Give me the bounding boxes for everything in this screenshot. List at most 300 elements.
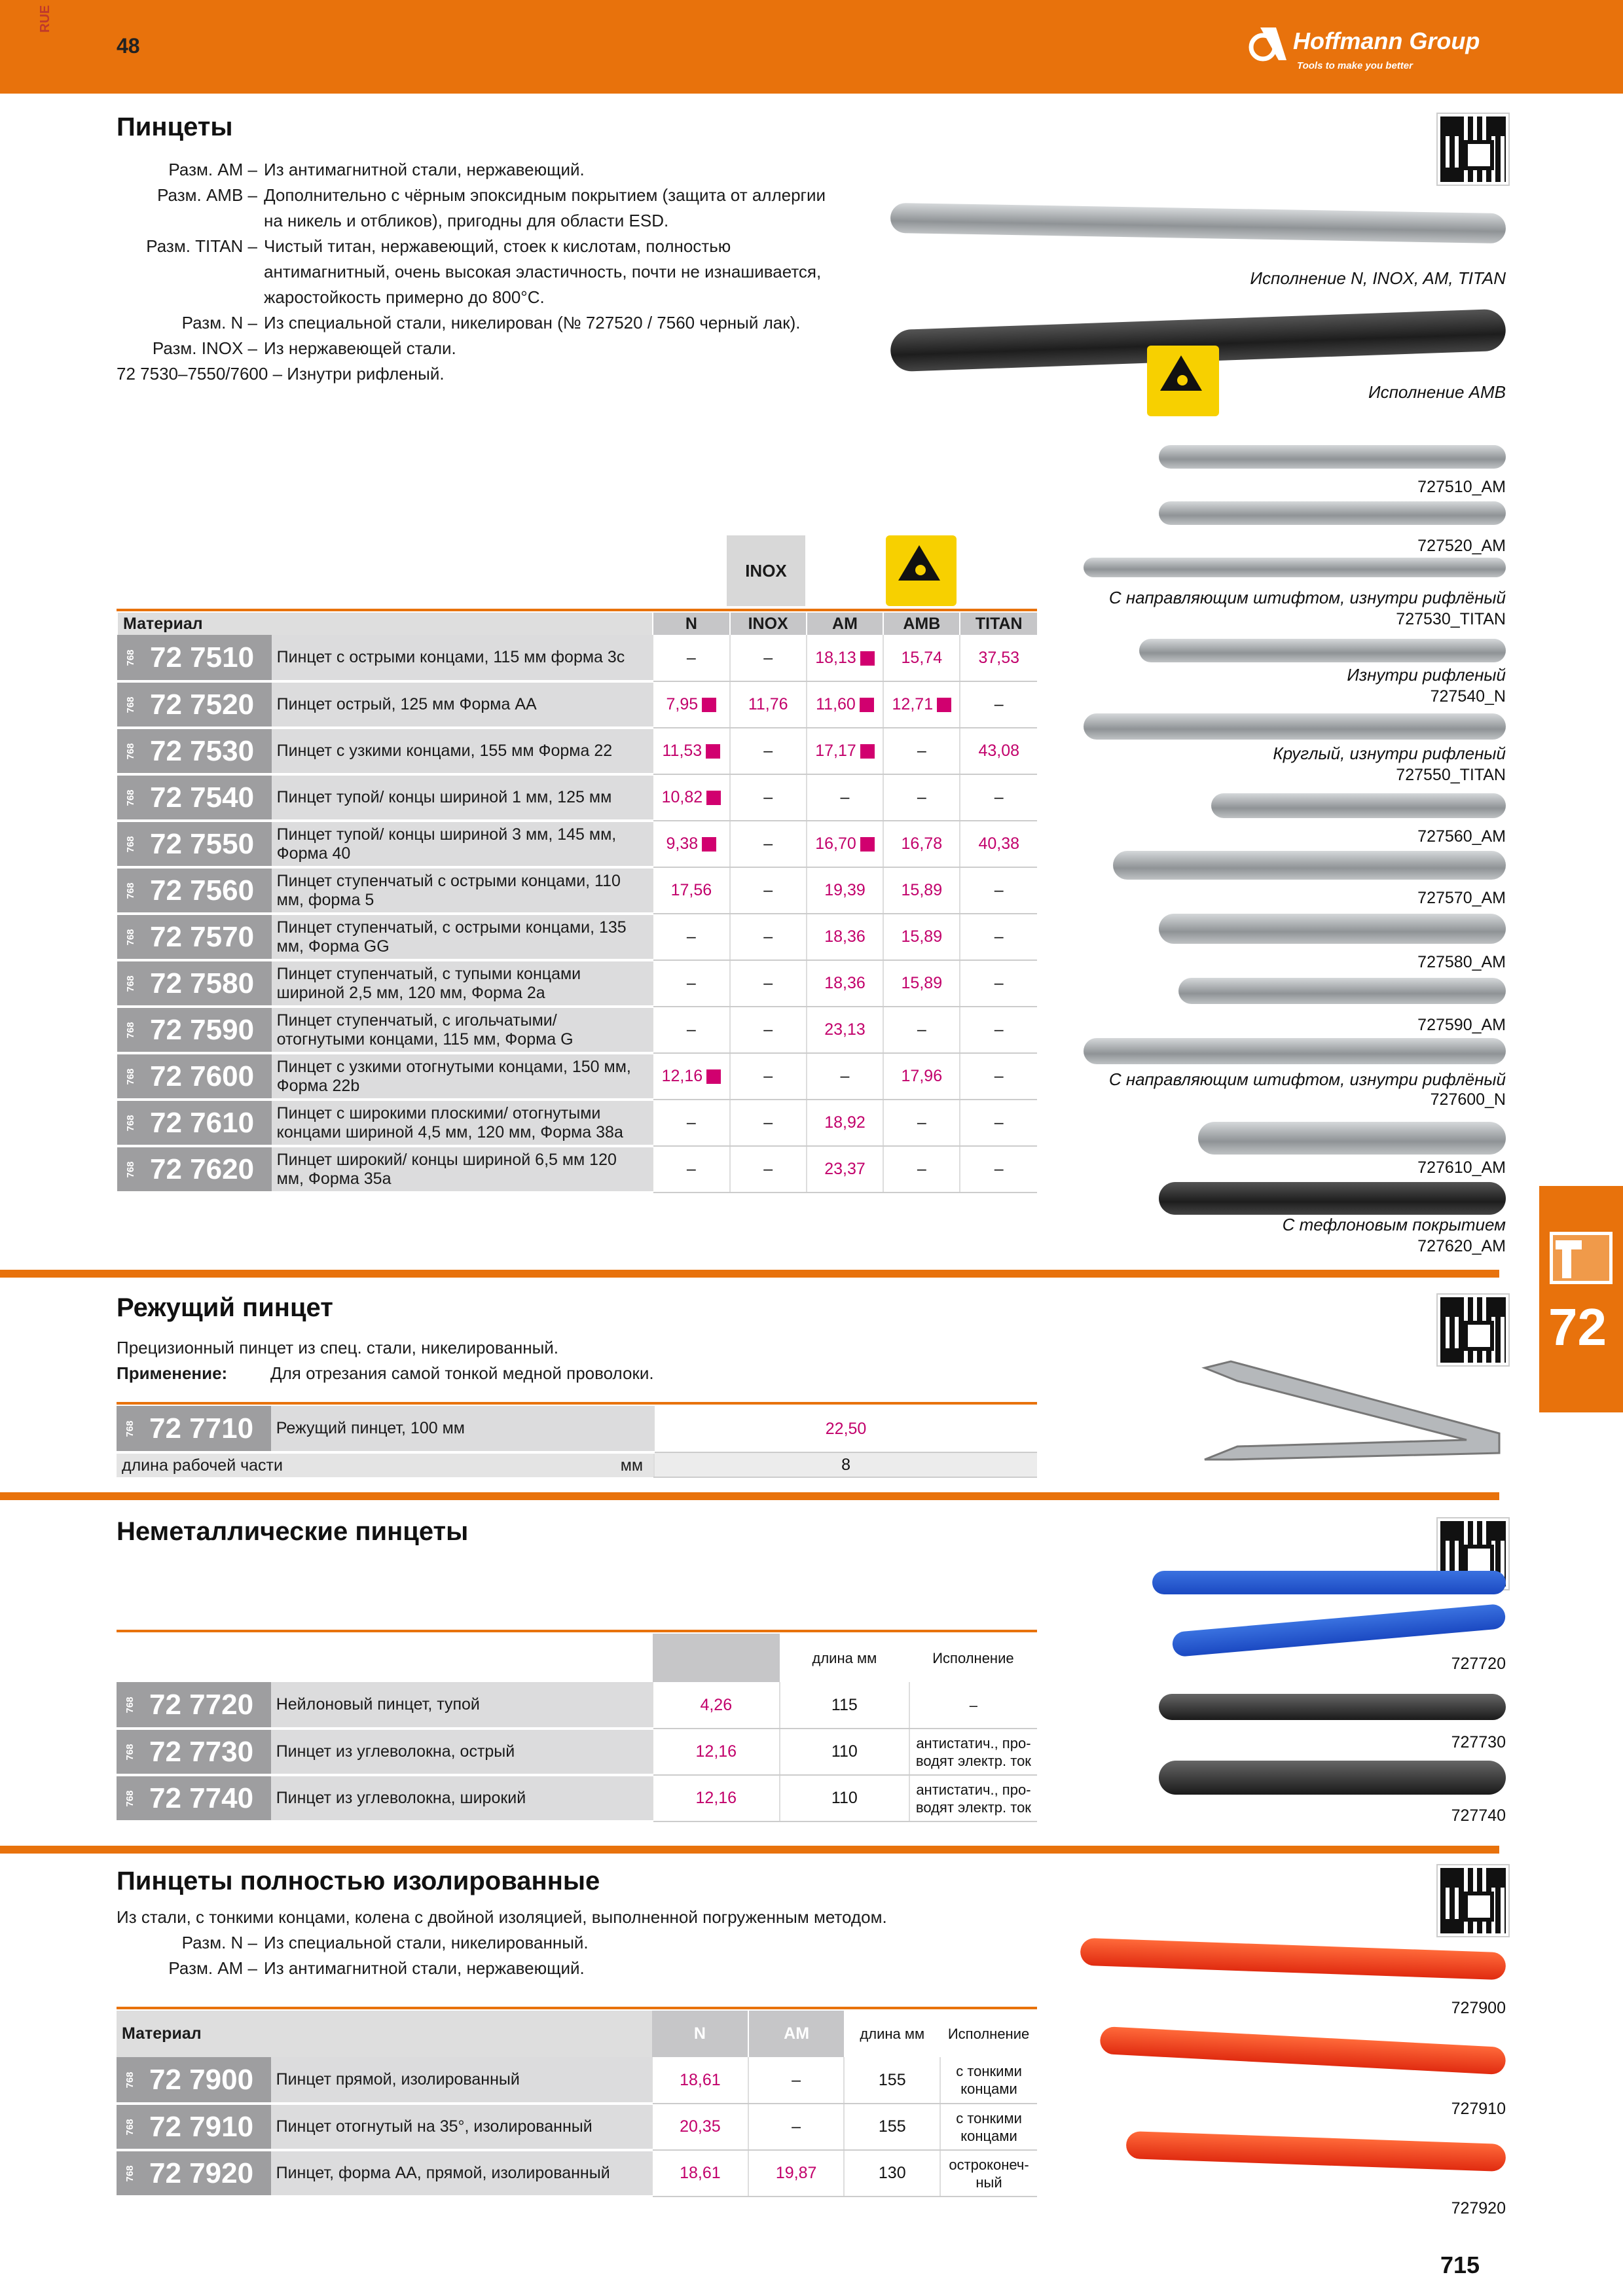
price-cell xyxy=(883,1146,960,1193)
desc-key: Разм. TITAN – xyxy=(146,236,257,256)
price-cell xyxy=(730,635,807,681)
article-prefix: 768 xyxy=(125,742,137,760)
cutting-table xyxy=(117,1406,1037,1478)
price-value: 18,92 xyxy=(824,1113,866,1132)
image-code: 727550_TITAN xyxy=(1396,766,1506,784)
nonmetal-table xyxy=(117,1634,1037,1823)
price-cell xyxy=(807,1146,883,1193)
table-row xyxy=(117,2057,1037,2104)
price-cell xyxy=(883,1053,960,1100)
price-cell xyxy=(960,1100,1037,1146)
image-code: 727720 xyxy=(1451,1655,1506,1673)
article-prefix: 768 xyxy=(125,1160,137,1178)
image-code: 727580_AM xyxy=(1417,953,1506,971)
article-code: 72 7620 xyxy=(150,1153,255,1185)
tweezers-image xyxy=(1084,558,1506,577)
price-cell xyxy=(653,1146,729,1193)
spec-label xyxy=(117,1452,654,1477)
col-header: TITAN xyxy=(960,613,1037,635)
variant-cell: антистатич., про- водят электр. ток xyxy=(909,1775,1037,1821)
desc-value: Из нержавеющей стали. xyxy=(264,338,456,358)
price-cell xyxy=(883,1100,960,1146)
desc-key: Разм. AMB – xyxy=(157,185,257,205)
desc-key: Разм. N – xyxy=(181,313,257,332)
table-top-line xyxy=(117,1402,1037,1405)
image-code: 727910 xyxy=(1451,2100,1506,2118)
price-cell xyxy=(883,681,960,728)
col-header: N xyxy=(652,2011,748,2057)
price-cell xyxy=(807,635,883,681)
article-prefix: 768 xyxy=(125,928,137,946)
price-value: – xyxy=(994,974,1004,992)
article-code: 72 7730 xyxy=(149,1735,254,1768)
page-number-right: 715 xyxy=(1440,2251,1480,2278)
article-number xyxy=(117,1053,272,1100)
desc-note: 72 7530–7550/7600 – Изнутри рифленый. xyxy=(117,364,445,384)
stock-marker xyxy=(937,698,951,712)
col-header: длина мм xyxy=(860,2026,925,2042)
price-value: 17,56 xyxy=(670,881,712,899)
article-code: 72 7550 xyxy=(150,827,255,860)
cutting-description xyxy=(117,1335,654,1386)
article-code: 72 7590 xyxy=(150,1013,255,1046)
inox-badge: INOX xyxy=(727,535,805,606)
price-cell xyxy=(730,728,807,774)
desc-text: Из стали, с тонкими концами, колена с двойной изоляцией, выполненной погруженным методом. xyxy=(117,1907,887,1927)
price-value: – xyxy=(763,788,773,806)
article-prefix: 768 xyxy=(125,975,137,992)
price-value: 18,36 xyxy=(824,974,866,992)
article-number xyxy=(117,1775,271,1821)
article-number xyxy=(117,1100,272,1146)
section-title-nonmetal: Неметаллические пинцеты xyxy=(117,1517,469,1546)
section-divider xyxy=(0,1270,1499,1278)
price-value: 11,76 xyxy=(748,695,788,713)
section-divider xyxy=(0,1846,1499,1854)
table-row xyxy=(117,774,1037,821)
tweezers-description xyxy=(117,157,984,387)
article-description: Пинцет из углеволокна, острый xyxy=(271,1729,653,1775)
table-row xyxy=(117,681,1037,728)
table-row xyxy=(117,867,1037,914)
price-cell: 18,61 xyxy=(652,2057,748,2104)
price-cell xyxy=(883,867,960,914)
tweezers-image xyxy=(1211,793,1506,818)
article-prefix: 768 xyxy=(125,835,137,853)
price-cell xyxy=(653,681,729,728)
article-code: 72 7560 xyxy=(150,874,255,906)
image-caption: Исполнение N, INOX, AM, TITAN xyxy=(1250,268,1506,288)
table-row xyxy=(117,1007,1037,1053)
price-value: – xyxy=(917,1020,926,1039)
article-prefix: 768 xyxy=(124,2164,136,2182)
col-header: Исполнение xyxy=(947,2026,1030,2042)
variant-cell: с тонкими концами xyxy=(940,2104,1037,2150)
desc-key: Разм. INOX – xyxy=(152,338,257,358)
article-description: Пинцет с широкими плоскими/ отогнутыми концами шириной 4,5 мм, 120 мм, Форма 38a xyxy=(272,1100,653,1146)
chapter-tab[interactable] xyxy=(1539,1186,1623,1412)
article-code: 72 7610 xyxy=(150,1106,255,1139)
image-caption: Изнутри рифленый xyxy=(1347,665,1506,685)
price-cell xyxy=(960,635,1037,681)
article-code: 72 7720 xyxy=(149,1688,254,1721)
price-cell xyxy=(883,774,960,821)
article-description: Пинцет ступенчатый, с тупыми концами шириной 2,5 мм, 120 мм, Форма 2a xyxy=(272,960,653,1007)
article-number xyxy=(117,1729,271,1775)
price-value: 12,16 xyxy=(661,1067,703,1085)
article-prefix: 768 xyxy=(124,1696,136,1713)
image-code: 727600_N xyxy=(1430,1090,1506,1109)
article-number xyxy=(117,2104,271,2150)
article-code: 72 7580 xyxy=(150,967,255,999)
image-code: 727570_AM xyxy=(1417,889,1506,907)
price-cell xyxy=(960,1053,1037,1100)
price-cell xyxy=(653,821,729,867)
price-cell xyxy=(960,681,1037,728)
price-value: – xyxy=(994,695,1004,713)
image-caption: С тефлоновым покрытием xyxy=(1282,1215,1506,1234)
price-cell xyxy=(653,867,729,914)
price-cell xyxy=(960,821,1037,867)
article-number xyxy=(117,635,272,681)
table-row xyxy=(117,1729,1037,1775)
language-code: RUE xyxy=(38,5,52,33)
cutting-tweezers-image xyxy=(1192,1348,1506,1473)
image-code: 727900 xyxy=(1451,1999,1506,2017)
price-value: – xyxy=(763,1020,773,1039)
image-caption: С направляющим штифтом, изнутри рифлёный xyxy=(1108,588,1506,607)
tweezers-image xyxy=(1198,1122,1506,1155)
spec-value: 8 xyxy=(654,1452,1037,1477)
article-number xyxy=(117,1007,272,1053)
tweezers-image xyxy=(1084,713,1506,740)
price-value: 9,38 xyxy=(666,834,699,853)
price-value: – xyxy=(763,881,773,899)
article-number xyxy=(117,1146,272,1193)
desc-key: Разм. AM – xyxy=(168,1958,257,1978)
price-value: – xyxy=(917,742,926,760)
price-cell xyxy=(730,821,807,867)
price-value: – xyxy=(994,1113,1004,1132)
price-value: 10,82 xyxy=(661,788,703,806)
article-code: 72 7710 xyxy=(149,1412,254,1444)
spec-unit: мм xyxy=(620,1456,644,1475)
tweezers-image xyxy=(1178,978,1506,1004)
article-description: Нейлоновый пинцет, тупой xyxy=(271,1682,653,1729)
article-description: Пинцет с узкими отогнутыми концами, 150 мм, Форма 22b xyxy=(272,1053,653,1100)
price-value: – xyxy=(917,1113,926,1132)
price-cell xyxy=(653,1053,729,1100)
price-value: – xyxy=(686,974,696,992)
table-row xyxy=(117,960,1037,1007)
article-number xyxy=(117,681,272,728)
price-cell xyxy=(883,914,960,960)
price-cell xyxy=(730,1053,807,1100)
article-description: Пинцет отогнутый на 35°, изолированный xyxy=(271,2104,652,2150)
nylon-tweezers-image xyxy=(1152,1571,1506,1594)
nylon-tweezers-image xyxy=(1171,1604,1506,1657)
article-code: 72 7900 xyxy=(149,2063,254,2096)
price-cell xyxy=(807,774,883,821)
price-value: 43,08 xyxy=(978,742,1020,760)
image-caption: Исполнение AMB xyxy=(1368,382,1506,402)
price-cell xyxy=(807,1053,883,1100)
price-value: – xyxy=(763,742,773,760)
price-cell xyxy=(883,1007,960,1053)
price-cell xyxy=(730,960,807,1007)
price-cell: – xyxy=(748,2104,845,2150)
price-value: 18,13 xyxy=(815,648,856,667)
insulated-tweezers-image xyxy=(1125,2131,1506,2172)
variant-cell: с тонкими концами xyxy=(940,2057,1037,2104)
price-cell: 12,16 xyxy=(653,1775,780,1821)
price-cell xyxy=(653,774,729,821)
variant-cell: антистатич., про- водят электр. ток xyxy=(909,1729,1037,1775)
article-description: Пинцет ступенчатый, с острыми концами, 135 мм, Форма GG xyxy=(272,914,653,960)
image-code: 727740 xyxy=(1451,1806,1506,1825)
col-header: длина мм xyxy=(812,1649,877,1666)
article-prefix: 768 xyxy=(124,1743,136,1761)
desc-value: Из специальной стали, никелированный. xyxy=(264,1933,589,1952)
price-cell xyxy=(653,914,729,960)
desc-value: Для отрезания самой тонкой медной проволоки. xyxy=(270,1363,654,1383)
variant-cell: остроконеч- ный xyxy=(940,2150,1037,2197)
price-value: – xyxy=(994,927,1004,946)
price-value: 11,53 xyxy=(662,742,702,760)
price-value: – xyxy=(994,1160,1004,1178)
price-cell xyxy=(883,728,960,774)
col-header: N xyxy=(653,613,729,635)
price-cell xyxy=(807,728,883,774)
price-cell xyxy=(653,960,729,1007)
image-code: 727510_AM xyxy=(1417,478,1506,496)
tools-icon xyxy=(1550,1232,1613,1284)
price-cell xyxy=(807,681,883,728)
price-value: – xyxy=(763,927,773,946)
price-value: – xyxy=(686,1160,696,1178)
col-header: AM xyxy=(807,613,883,635)
variant-cell: – xyxy=(909,1682,1037,1729)
article-description: Пинцет, форма AA, прямой, изолированный xyxy=(271,2150,652,2197)
article-number xyxy=(117,728,272,774)
tweezers-table xyxy=(117,613,1037,1194)
price-value: – xyxy=(686,648,696,667)
image-code: 727610_AM xyxy=(1417,1158,1506,1177)
article-prefix: 768 xyxy=(124,1789,136,1807)
price-value: 37,53 xyxy=(978,648,1020,667)
price-value: 15,89 xyxy=(901,927,943,946)
table-row xyxy=(117,728,1037,774)
section-divider xyxy=(0,1492,1499,1500)
col-header: AM xyxy=(748,2011,845,2057)
image-caption: Круглый, изнутри рифленый xyxy=(1273,744,1506,763)
stock-marker xyxy=(860,698,874,712)
spec-name: длина рабочей части xyxy=(122,1456,283,1475)
esd-icon xyxy=(886,535,957,606)
image-code: 727620_AM xyxy=(1417,1237,1506,1255)
price-value: – xyxy=(686,1113,696,1132)
article-code: 72 7530 xyxy=(150,734,255,767)
section-title-insulated: Пинцеты полностью изолированные xyxy=(117,1867,600,1895)
article-number xyxy=(117,774,272,821)
col-header-material: Материал xyxy=(117,613,653,635)
desc-text: Прецизионный пинцет из спец. стали, никелированный. xyxy=(117,1338,559,1357)
tweezers-image xyxy=(1113,851,1506,880)
article-description: Пинцет острый, 125 мм Форма AA xyxy=(272,681,653,728)
image-code: 727730 xyxy=(1451,1733,1506,1751)
price-cell xyxy=(960,867,1037,914)
price-cell xyxy=(653,1100,729,1146)
price-cell xyxy=(730,867,807,914)
article-description: Пинцет с узкими концами, 155 мм Форма 22 xyxy=(272,728,653,774)
price-cell xyxy=(960,1146,1037,1193)
stock-marker xyxy=(706,1069,721,1084)
price-cell xyxy=(730,1146,807,1193)
article-code: 72 7910 xyxy=(149,2110,254,2143)
article-code: 72 7570 xyxy=(150,920,255,953)
tweezers-image xyxy=(1159,445,1506,469)
article-code: 72 7520 xyxy=(150,688,255,721)
price-value: – xyxy=(686,1020,696,1039)
article-description: Пинцет ступенчатый с острыми концами, 110 мм, форма 5 xyxy=(272,867,653,914)
price-value: – xyxy=(994,1020,1004,1039)
article-description: Режущий пинцет, 100 мм xyxy=(271,1406,654,1452)
table-row xyxy=(117,1053,1037,1100)
article-number xyxy=(117,914,272,960)
price-cell xyxy=(883,635,960,681)
price-cell: 19,87 xyxy=(748,2150,845,2197)
logo-icon xyxy=(1247,24,1289,63)
insulated-tweezers-image xyxy=(1099,2026,1506,2075)
article-code: 72 7510 xyxy=(150,641,255,673)
tweezers-image xyxy=(1159,914,1506,944)
price-cell xyxy=(960,728,1037,774)
page-number-left: 48 xyxy=(117,34,140,58)
length-cell: 155 xyxy=(844,2104,940,2150)
price-cell xyxy=(730,1007,807,1053)
image-code: 727540_N xyxy=(1430,687,1506,706)
desc-value: Дополнительно с чёрным эпоксидным покрытием (защита от аллергии на никель и отбликов), пригодны для области ESD. xyxy=(264,185,826,230)
article-prefix: 768 xyxy=(125,1114,137,1132)
table-row xyxy=(117,1100,1037,1146)
esd-icon xyxy=(1147,346,1219,416)
article-code: 72 7740 xyxy=(149,1782,254,1814)
price-value: – xyxy=(763,1113,773,1132)
price-value: – xyxy=(763,648,773,667)
article-code: 72 7600 xyxy=(150,1060,255,1092)
price-cell xyxy=(653,1007,729,1053)
price-value: – xyxy=(763,834,773,853)
brand-logo xyxy=(1247,24,1509,76)
article-number xyxy=(117,867,272,914)
price-cell: 22,50 xyxy=(654,1406,1037,1452)
price-cell xyxy=(807,960,883,1007)
price-cell xyxy=(883,821,960,867)
tweezers-image xyxy=(1139,639,1506,662)
price-value: – xyxy=(994,881,1004,899)
price-cell: 20,35 xyxy=(652,2104,748,2150)
article-number xyxy=(117,960,272,1007)
price-cell xyxy=(807,1007,883,1053)
price-value: 19,39 xyxy=(824,881,866,899)
carbon-tweezers-image xyxy=(1159,1761,1506,1795)
article-prefix: 768 xyxy=(124,1420,136,1437)
col-header-material: Материал xyxy=(117,2011,652,2057)
price-value: – xyxy=(686,927,696,946)
article-prefix: 768 xyxy=(125,649,137,666)
article-prefix: 768 xyxy=(125,1021,137,1039)
qr-code[interactable] xyxy=(1438,114,1508,185)
price-cell xyxy=(960,1007,1037,1053)
article-prefix: 768 xyxy=(125,789,137,806)
length-cell: 110 xyxy=(780,1729,909,1775)
table-row xyxy=(117,2150,1037,2197)
price-value: 7,95 xyxy=(666,695,699,713)
article-description: Пинцет тупой/ концы шириной 3 мм, 145 мм, Форма 40 xyxy=(272,821,653,867)
length-cell: 110 xyxy=(780,1775,909,1821)
desc-value: Чистый титан, нержавеющий, стоек к кислотам, полностью антимагнитный, очень высокая эластичность, почти не изнашивается, жаростойкость примерно до 800°C. xyxy=(264,236,822,307)
table-row xyxy=(117,635,1037,681)
chapter-number: 72 xyxy=(1548,1298,1607,1356)
length-cell: 115 xyxy=(780,1682,909,1729)
price-value: 11,60 xyxy=(816,695,856,713)
price-value: 40,38 xyxy=(978,834,1020,853)
col-header: AMB xyxy=(883,613,960,635)
article-number xyxy=(117,1682,271,1729)
qr-code[interactable] xyxy=(1438,1865,1508,1936)
table-row xyxy=(117,1682,1037,1729)
price-cell xyxy=(730,681,807,728)
price-cell xyxy=(730,914,807,960)
length-cell: 130 xyxy=(844,2150,940,2197)
brand-name: Hoffmann Group xyxy=(1293,27,1480,54)
article-number xyxy=(117,821,272,867)
price-value: – xyxy=(763,1067,773,1085)
price-value: – xyxy=(994,1067,1004,1085)
price-header xyxy=(653,1634,780,1682)
price-cell xyxy=(807,914,883,960)
price-value: 15,74 xyxy=(901,648,943,667)
tweezers-black-image xyxy=(1159,1182,1506,1215)
price-value: – xyxy=(763,974,773,992)
price-cell: – xyxy=(748,2057,845,2104)
stock-marker xyxy=(706,791,721,805)
image-code: 727520_AM xyxy=(1417,537,1506,555)
image-code: 727590_AM xyxy=(1417,1016,1506,1034)
col-header: INOX xyxy=(730,613,807,635)
header-spacer xyxy=(117,1634,653,1682)
article-description: Пинцет тупой/ концы шириной 1 мм, 125 мм xyxy=(272,774,653,821)
price-value: 12,71 xyxy=(892,695,934,713)
desc-value: Из антимагнитной стали, нержавеющий. xyxy=(264,160,585,179)
article-description: Пинцет широкий/ концы шириной 6,5 мм 120 мм, Форма 35a xyxy=(272,1146,653,1193)
section-title-cutting: Режущий пинцет xyxy=(117,1293,333,1322)
tweezers-image xyxy=(1084,1038,1506,1064)
image-caption: С направляющим штифтом, изнутри рифлёный xyxy=(1108,1069,1506,1089)
price-value: – xyxy=(994,788,1004,806)
stock-marker xyxy=(706,744,720,759)
table-top-line xyxy=(117,2007,1037,2009)
price-cell xyxy=(730,774,807,821)
article-number xyxy=(117,2150,271,2197)
tweezers-image xyxy=(1159,501,1506,525)
price-cell: 12,16 xyxy=(653,1729,780,1775)
article-prefix: 768 xyxy=(125,696,137,713)
price-value: 23,13 xyxy=(824,1020,866,1039)
image-code: 727530_TITAN xyxy=(1396,610,1506,628)
price-cell xyxy=(960,960,1037,1007)
table-top-line xyxy=(117,1630,1037,1632)
